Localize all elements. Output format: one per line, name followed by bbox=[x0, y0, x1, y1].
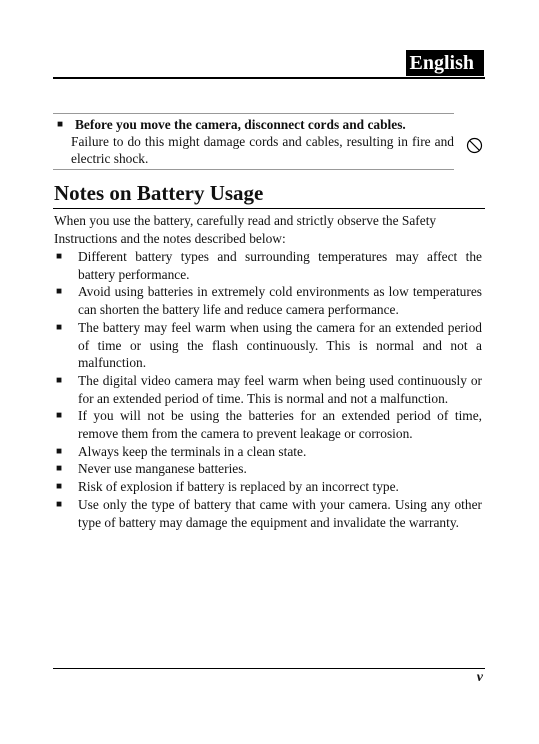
list-item bbox=[54, 407, 482, 442]
bullet-icon: ■ bbox=[56, 374, 63, 386]
list-item bbox=[54, 443, 482, 461]
language-tab: English bbox=[406, 50, 484, 76]
bullet-icon: ■ bbox=[57, 119, 64, 130]
warning-box bbox=[53, 113, 454, 170]
bullet-icon: ■ bbox=[56, 321, 63, 333]
section-title: Notes on Battery Usage bbox=[54, 181, 264, 205]
list-item bbox=[54, 248, 482, 283]
header-rule bbox=[53, 77, 485, 79]
list-item bbox=[54, 478, 482, 496]
note-text: If you will not be using the batteries for an extended period of time, remove them from the camera to prevent leakage or corrosion. bbox=[78, 408, 482, 442]
bullet-icon: ■ bbox=[56, 498, 63, 510]
page-number: v bbox=[476, 670, 483, 685]
intro-text: When you use the battery, carefully read and strictly observe the Safety Instructions and the notes described below: bbox=[54, 213, 437, 246]
list-item bbox=[54, 460, 482, 478]
list-item bbox=[54, 372, 482, 407]
list-item bbox=[54, 283, 482, 318]
note-text: Different battery types and surrounding temperatures may affect the battery performance. bbox=[78, 249, 482, 282]
no-symbol-icon bbox=[466, 137, 483, 154]
note-text: Risk of explosion if battery is replaced by an incorrect type. bbox=[78, 479, 399, 495]
note-text: Never use manganese batteries. bbox=[78, 461, 247, 477]
bullet-icon: ■ bbox=[56, 463, 63, 475]
note-text: Avoid using batteries in extremely cold environments as low temperatures can shorten the battery life and reduce camera performance. bbox=[78, 284, 482, 318]
note-text: The battery may feel warm when using the camera for an extended period of time or using the flash continuously. This is normal and not a malfunction. bbox=[78, 319, 482, 371]
footer-rule bbox=[53, 668, 485, 669]
battery-notes-list bbox=[54, 248, 482, 531]
bullet-icon: ■ bbox=[56, 481, 63, 493]
bullet-icon: ■ bbox=[56, 445, 63, 457]
note-text: Use only the type of battery that came with your camera. Using any other type of battery may damage the equipment and invalidate the warranty. bbox=[78, 496, 482, 530]
bullet-icon: ■ bbox=[56, 286, 63, 298]
list-item bbox=[54, 496, 482, 531]
bullet-icon: ■ bbox=[56, 251, 63, 262]
note-text: Always keep the terminals in a clean state. bbox=[78, 443, 307, 459]
list-item bbox=[54, 319, 482, 372]
bullet-icon: ■ bbox=[56, 410, 63, 422]
section-rule bbox=[53, 208, 485, 209]
warning-title: Before you move the camera, disconnect cords and cables. bbox=[75, 117, 406, 132]
note-text: The digital video camera may feel warm when being used continuously or for an extended period of time. This is normal and not a malfunction. bbox=[78, 372, 482, 406]
warning-body: Failure to do this might damage cords and cables, resulting in fire and electric shock. bbox=[71, 134, 454, 166]
